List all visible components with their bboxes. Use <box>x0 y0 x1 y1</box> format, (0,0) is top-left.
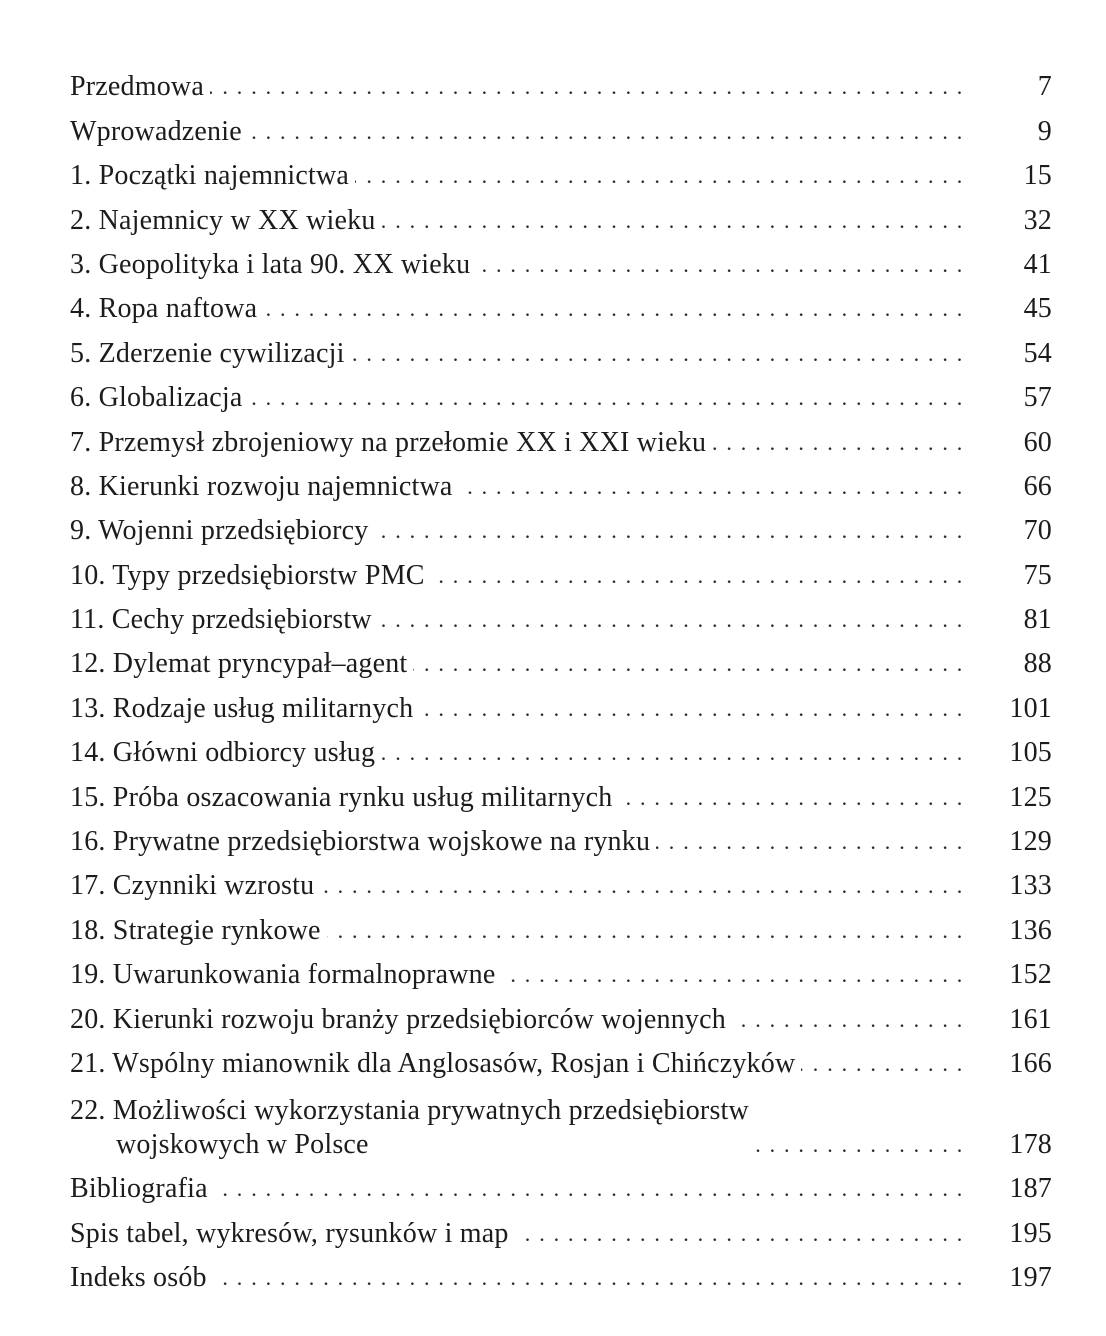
toc-entry[interactable] <box>70 371 1052 415</box>
toc-entry-title: 11. Cechy przedsiębiorstw <box>70 604 372 636</box>
toc-entry[interactable] <box>70 859 1052 903</box>
dot-leader <box>515 1217 964 1251</box>
toc-entry-title: 18. Strategie rynkowe <box>70 914 321 946</box>
toc-entry-title: 21. Wspólny mianownik dla Anglosasów, Rosjan i Chińczyków <box>70 1047 796 1079</box>
toc-entry[interactable] <box>70 1206 1052 1250</box>
toc-entry-page: 197 <box>1009 1262 1052 1294</box>
toc-entry[interactable] <box>70 548 1052 592</box>
toc-entry-title: 22. Możliwości wykorzystania prywatnych przedsiębiorstw <box>70 1094 749 1126</box>
toc-entry-title: 1. Początki najemnictwa <box>70 160 350 192</box>
toc-entry[interactable] <box>70 948 1052 992</box>
toc-entry-page: 70 <box>1023 515 1052 547</box>
dot-leader <box>210 70 964 104</box>
toc-entry-page: 152 <box>1009 959 1052 991</box>
toc-entry-title: 5. Zderzenie cywilizacji <box>70 337 345 369</box>
dot-leader <box>213 1261 964 1295</box>
dot-leader <box>618 781 964 815</box>
dot-leader <box>712 426 964 460</box>
dot-leader <box>476 248 964 282</box>
toc-entry-title: 20. Kierunki rozwoju branży przedsiębiorców wojennych <box>70 1003 726 1035</box>
toc-entry[interactable] <box>70 1081 1052 1162</box>
toc-entry-page: 187 <box>1009 1173 1052 1205</box>
dot-leader <box>732 1003 964 1037</box>
toc-entry-title: 3. Geopolityka i lata 90. XX wieku <box>70 248 471 280</box>
toc-entry-page: 105 <box>1009 737 1052 769</box>
dot-leader <box>320 869 964 903</box>
toc-entry-page: 161 <box>1009 1003 1052 1035</box>
dot-leader <box>248 115 964 149</box>
toc-entry-title: 4. Ropa naftowa <box>70 293 258 325</box>
toc-entry-title: 12. Dylemat pryncypał–agent <box>70 648 408 680</box>
toc-entry[interactable] <box>70 681 1052 725</box>
toc-entry-page: 9 <box>1037 115 1052 147</box>
toc-entry[interactable] <box>70 149 1052 193</box>
toc-entry[interactable] <box>70 282 1052 326</box>
toc-entry[interactable] <box>70 1037 1052 1081</box>
toc-entry[interactable] <box>70 238 1052 282</box>
toc-entry[interactable] <box>70 726 1052 770</box>
dot-leader <box>413 647 964 681</box>
toc-entry-title: Indeks osób <box>70 1262 207 1294</box>
toc-entry-title: 2. Najemnicy w XX wieku <box>70 204 376 236</box>
dot-leader <box>355 159 964 193</box>
toc-entry[interactable] <box>70 815 1052 859</box>
toc-entry-page: 88 <box>1023 648 1052 680</box>
toc-entry-page: 178 <box>1009 1128 1052 1160</box>
toc-entry[interactable] <box>70 104 1052 148</box>
toc-entry[interactable] <box>70 1162 1052 1206</box>
toc-entry-title: 9. Wojenni przedsiębiorcy <box>70 515 369 547</box>
toc-entry-page: 195 <box>1009 1217 1052 1249</box>
dot-leader <box>374 514 964 548</box>
toc-entry[interactable] <box>70 1251 1052 1295</box>
toc-entry-title: 16. Prywatne przedsiębiorstwa wojskowe na rynku <box>70 826 651 858</box>
toc-entry-page: 166 <box>1009 1047 1052 1079</box>
toc-entry[interactable] <box>70 903 1052 947</box>
toc-entry-page: 41 <box>1023 248 1052 280</box>
dot-leader <box>351 337 964 371</box>
dot-leader <box>263 292 964 326</box>
toc-entry-title: 17. Czynniki wzrostu <box>70 870 315 902</box>
toc-entry-page: 129 <box>1009 826 1052 858</box>
toc-entry-page: 136 <box>1009 914 1052 946</box>
toc-entry-title: 8. Kierunki rozwoju najemnictwa <box>70 470 453 502</box>
dot-leader <box>378 603 964 637</box>
toc-entry[interactable] <box>70 593 1052 637</box>
toc-entry-page: 60 <box>1023 426 1052 458</box>
toc-entry-page: 45 <box>1023 293 1052 325</box>
toc-entry[interactable] <box>70 992 1052 1036</box>
dot-leader <box>656 825 964 859</box>
toc-entry-title: Bibliografia <box>70 1173 208 1205</box>
toc-entry-page: 54 <box>1023 337 1052 369</box>
toc-entry-title: 7. Przemysł zbrojeniowy na przełomie XX i XXI wieku <box>70 426 707 458</box>
toc-entry-title-continuation: wojskowych w Polsce <box>116 1128 369 1160</box>
toc-entry-title: Spis tabel, wykresów, rysunków i map <box>70 1217 509 1249</box>
toc-entry-title: Wprowadzenie <box>70 115 242 147</box>
toc-entry-title: Przedmowa <box>70 71 204 103</box>
toc-entry-page: 7 <box>1037 71 1052 103</box>
toc-entry[interactable] <box>70 460 1052 504</box>
toc-entry-title: 14. Główni odbiorcy usług <box>70 737 376 769</box>
dot-leader <box>327 914 964 948</box>
toc-entry-page: 57 <box>1023 382 1052 414</box>
toc-entry-title: 13. Rodzaje usług militarnych <box>70 692 414 724</box>
dot-leader <box>501 958 964 992</box>
toc-entry[interactable] <box>70 415 1052 459</box>
dot-leader <box>382 204 964 238</box>
toc-entry[interactable] <box>70 637 1052 681</box>
toc-entry[interactable] <box>70 504 1052 548</box>
toc-entry-page: 15 <box>1023 160 1052 192</box>
toc-entry-page: 81 <box>1023 604 1052 636</box>
toc-entry-page: 101 <box>1009 692 1052 724</box>
toc-entry-title: 15. Próba oszacowania rynku usług militarnych <box>70 781 613 813</box>
dot-leader <box>431 559 964 593</box>
dot-leader <box>459 470 964 504</box>
toc-entry-page: 75 <box>1023 559 1052 591</box>
toc-entry[interactable] <box>70 326 1052 370</box>
toc-entry-title: 6. Globalizacja <box>70 382 243 414</box>
toc-entry[interactable] <box>70 60 1052 104</box>
dot-leader <box>248 381 964 415</box>
table-of-contents <box>70 60 1052 1295</box>
toc-entry-title: 10. Typy przedsiębiorstw PMC <box>70 559 425 591</box>
toc-entry-page: 32 <box>1023 204 1052 236</box>
toc-entry[interactable] <box>70 193 1052 237</box>
toc-entry-page: 125 <box>1009 781 1052 813</box>
dot-leader <box>755 1128 964 1162</box>
dot-leader <box>214 1172 964 1206</box>
dot-leader <box>381 736 964 770</box>
toc-entry-page: 133 <box>1009 870 1052 902</box>
dot-leader <box>419 692 964 726</box>
toc-entry-title: 19. Uwarunkowania formalnoprawne <box>70 959 496 991</box>
toc-entry[interactable] <box>70 770 1052 814</box>
toc-entry-page: 66 <box>1023 470 1052 502</box>
dot-leader <box>801 1047 964 1081</box>
